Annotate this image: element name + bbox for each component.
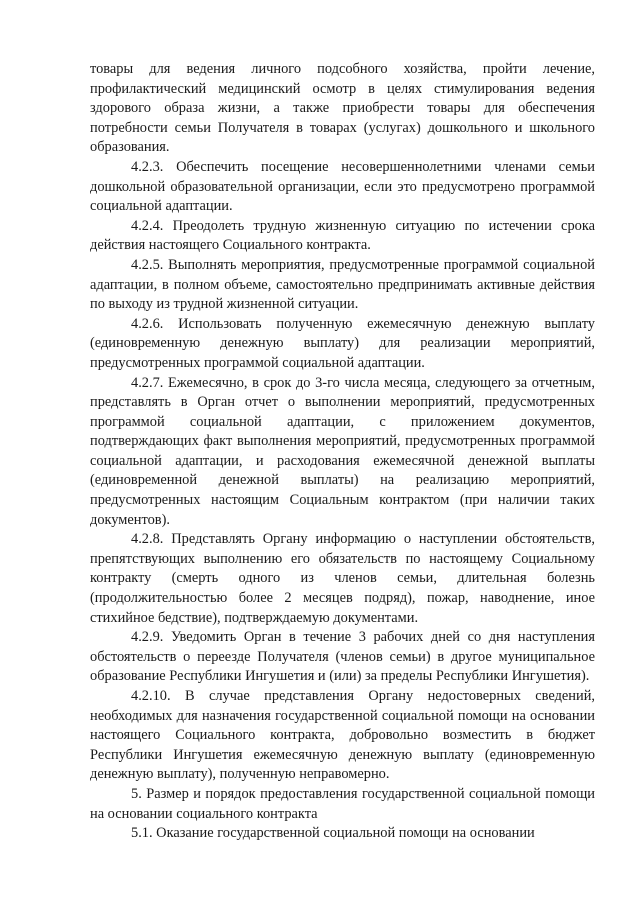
clause-4-2-6: 4.2.6. Использовать полученную ежемесячную денежную выплату (единовременную денежную выплату) для реализации мероприятий, предусмотренных программой социальной адаптации. bbox=[90, 315, 595, 371]
clause-4-2-8: 4.2.8. Представлять Органу информацию о наступлении обстоятельств, препятствующих выполнению его обязательств по настоящему Социальному контракту (смерть одного из членов семьи, длительная болезнь (продолжительностью более 2 месяцев подряд), пожар, наводнение, иное стихийное бедствие), подтверждаемую документами. bbox=[90, 531, 595, 626]
clause-4-2-3: 4.2.3. Обеспечить посещение несовершеннолетними членами семьи дошкольной образовательной организации, если это предусмотрено программой социальной адаптации. bbox=[90, 158, 595, 215]
clause-4-2-5: 4.2.5. Выполнять мероприятия, предусмотренные программой социальной адаптации, в полном объеме, самостоятельно предпринимать активные действия по выходу из трудной жизненной ситуации. bbox=[90, 256, 595, 313]
paragraph-continuation: товары для ведения личного подсобного хозяйства, пройти лечение, профилактический медицинский осмотр в целях стимулирования ведения здорового образа жизни, а также приобрести товары для обеспечения потребности семьи Получателя в товарах (услугах) дошкольного и школьного образования. bbox=[90, 61, 595, 156]
clause-4-2-4: 4.2.4. Преодолеть трудную жизненную ситуацию по истечении срока действия настоящего Социального контракта. bbox=[90, 217, 595, 254]
clause-4-2-9: 4.2.9. Уведомить Орган в течение 3 рабочих дней со дня наступления обстоятельств о переезде Получателя (членов семьи) в другое муниципальное образование Республики Ингушетия и (или) за пределы Республики Ингушетия). bbox=[90, 629, 595, 685]
document-body bbox=[90, 60, 595, 844]
clause-4-2-10: 4.2.10. В случае представления Органу недостоверных сведений, необходимых для назначения государственной социальной помощи на основании настоящего Социального контракта, добровольно возместить в бюджет Республики Ингушетия ежемесячную денежную выплату (единовременную денежную выплату), полученную неправомерно. bbox=[90, 688, 595, 783]
section-5-heading: 5. Размер и порядок предоставления государственной социальной помощи на основании социального контракта bbox=[90, 785, 595, 822]
clause-5-1: 5.1. Оказание государственной социальной помощи на основании bbox=[131, 825, 535, 842]
clause-4-2-7: 4.2.7. Ежемесячно, в срок до 3-го числа месяца, следующего за отчетным, представлять в Орган отчет о выполнении мероприятий, предусмотренных программой социальной адаптации, с приложением документов, подтверждающих факт выполнения мероприятий, предусмотренных программой социальной адаптации, и расходования ежемесячной денежной выплаты (единовременной денежной выплаты) на реализацию мероприятий, предусмотренных настоящим Социальным контрактом (при наличии таких документов). bbox=[90, 374, 595, 528]
